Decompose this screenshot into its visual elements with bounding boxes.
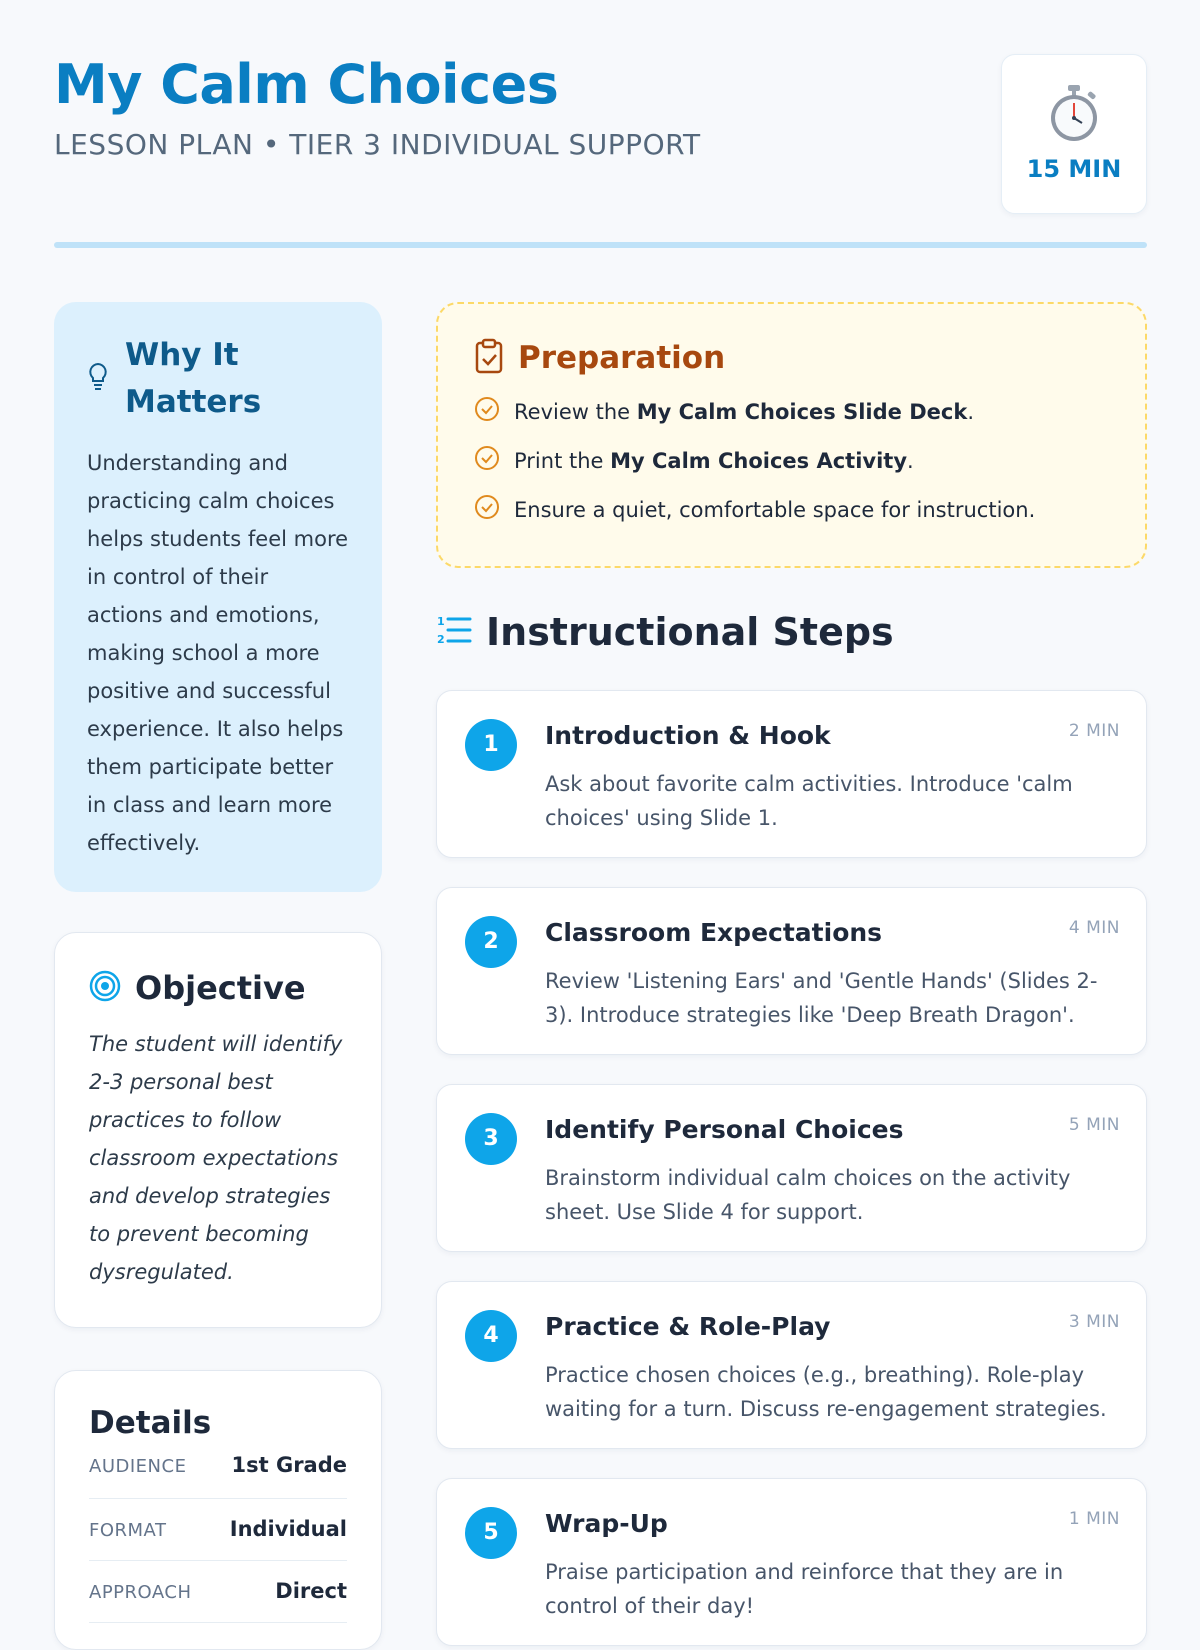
step-number-badge: 2 [465, 916, 517, 968]
step-description: Praise participation and reinforce that they are in control of their day! [545, 1560, 1064, 1618]
details-card [54, 1370, 382, 1650]
detail-key: AUDIENCE [89, 1456, 187, 1477]
preparation-item [474, 396, 1109, 427]
stopwatch-icon [1046, 83, 1102, 147]
preparation-item [474, 494, 1109, 525]
objective-body: The student will identify 2-3 personal best practices to follow classroom expectations and develop strategies to prevent becoming dysregulated. [89, 1032, 343, 1284]
step-number-badge: 1 [465, 719, 517, 771]
steps-title: Instructional Steps [486, 610, 894, 654]
step-duration: 3 MIN [1068, 1312, 1120, 1332]
step-card [436, 887, 1147, 1055]
detail-value: 1st Grade [231, 1453, 347, 1477]
prep-resource-name: My Calm Choices Activity [610, 448, 908, 473]
check-circle-icon [474, 494, 500, 525]
step-description: Review 'Listening Ears' and 'Gentle Hands' (Slides 2-3). Introduce strategies like 'Deep Breath Dragon'. [545, 969, 1098, 1027]
detail-value: Individual [229, 1517, 347, 1541]
target-icon [89, 970, 121, 1006]
preparation-title: Preparation [518, 340, 726, 376]
step-title: Wrap-Up [545, 1509, 668, 1538]
detail-row [89, 1499, 347, 1561]
step-duration: 4 MIN [1068, 918, 1120, 938]
prep-text: . [967, 399, 974, 424]
prep-text: Review the [514, 399, 637, 424]
check-circle-icon [474, 396, 500, 427]
prep-text: Print the [514, 448, 611, 473]
page-title: My Calm Choices [54, 53, 559, 116]
lightbulb-icon [87, 361, 109, 397]
details-title: Details [89, 1405, 212, 1441]
duration-label: 15 MIN [1026, 155, 1122, 183]
svg-text:2: 2 [437, 633, 445, 646]
why-it-matters-card [54, 302, 382, 892]
why-body: Understanding and practicing calm choices helps students feel more in control of their actions and emotions, making school a more positive and successful experience. It also helps them participate better in class and learn more effectively. [87, 451, 349, 855]
step-title: Practice & Role-Play [545, 1312, 831, 1341]
ordered-list-icon [436, 613, 472, 651]
svg-text:1: 1 [437, 615, 445, 628]
step-title: Identify Personal Choices [545, 1115, 904, 1144]
steps-header [436, 610, 894, 654]
step-number-badge: 4 [465, 1310, 517, 1362]
preparation-card [436, 302, 1147, 568]
step-number-badge: 5 [465, 1507, 517, 1559]
clipboard-check-icon [474, 338, 504, 378]
check-circle-icon [474, 445, 500, 476]
detail-value: Direct [275, 1579, 347, 1603]
step-description: Brainstorm individual calm choices on the activity sheet. Use Slide 4 for support. [545, 1166, 1071, 1224]
step-description: Ask about favorite calm activities. Introduce 'calm choices' using Slide 1. [545, 772, 1073, 830]
step-duration: 2 MIN [1068, 721, 1120, 741]
detail-key: APPROACH [89, 1582, 192, 1603]
step-card [436, 1281, 1147, 1449]
preparation-item [474, 445, 1109, 476]
step-card [436, 690, 1147, 858]
prep-text: . [907, 448, 914, 473]
step-card [436, 1084, 1147, 1252]
step-card [436, 1478, 1147, 1646]
duration-card [1001, 54, 1147, 214]
step-title: Introduction & Hook [545, 721, 831, 750]
step-number-badge: 3 [465, 1113, 517, 1165]
objective-card [54, 932, 382, 1328]
step-title: Classroom Expectations [545, 918, 883, 947]
step-duration: 5 MIN [1068, 1115, 1120, 1135]
step-duration: 1 MIN [1068, 1509, 1120, 1529]
detail-row [89, 1449, 347, 1499]
detail-row [89, 1561, 347, 1623]
header-divider [54, 242, 1147, 248]
header [54, 50, 1147, 250]
why-title: Why It Matters [125, 337, 262, 420]
detail-key: FORMAT [89, 1520, 167, 1541]
step-description: Practice chosen choices (e.g., breathing). Role-play waiting for a turn. Discuss re-engagement strategies. [545, 1363, 1107, 1421]
objective-title: Objective [135, 969, 306, 1007]
prep-text: Ensure a quiet, comfortable space for instruction. [514, 497, 1036, 522]
page-subtitle: LESSON PLAN • TIER 3 INDIVIDUAL SUPPORT [54, 128, 701, 161]
prep-resource-name: My Calm Choices Slide Deck [636, 399, 968, 424]
